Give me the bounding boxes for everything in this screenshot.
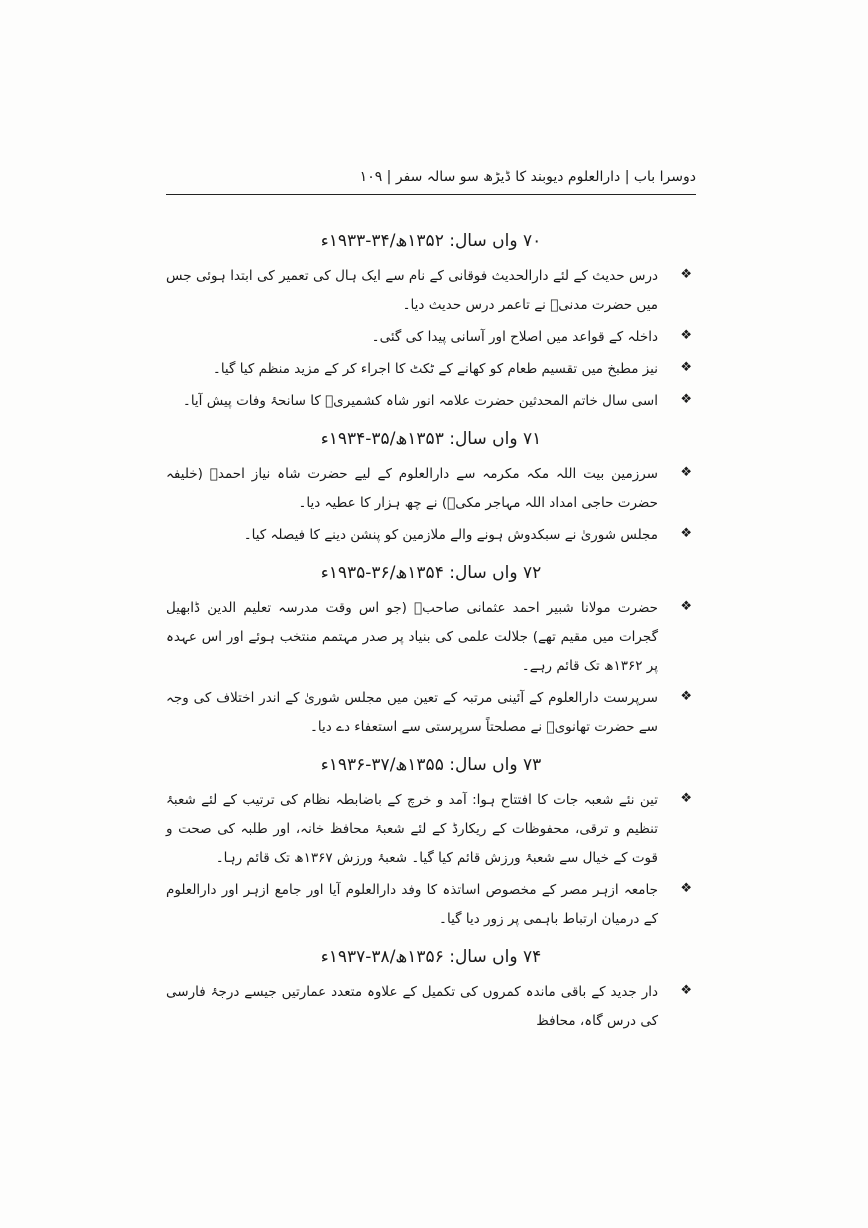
event-text: مجلس شوریٰ نے سبکدوش ہونے والے ملازمین کو پنشن دینے کا فیصلہ کیا۔: [243, 527, 658, 543]
year-section: [166, 558, 696, 742]
event-item: [166, 786, 696, 873]
diamond-bullet-icon: ❖: [680, 328, 692, 343]
diamond-bullet-icon: ❖: [680, 689, 692, 704]
page-body: [166, 226, 696, 1044]
diamond-bullet-icon: ❖: [680, 983, 692, 998]
event-text: حضرت مولانا شبیر احمد عثمانی صاحبؒ (جو اس وقت مدرسہ تعلیم الدین ڈابھیل گجرات میں مقیم تھے) جلالت علمی کی بنیاد پر صدر مہتمم منتخب ہوئے اور اس عہدہ پر ۱۳۶۲ھ تک قائم رہے۔: [166, 600, 658, 674]
diamond-bullet-icon: ❖: [680, 267, 692, 282]
event-item: [166, 323, 696, 352]
event-text: درس حدیث کے لئے دارالحدیث فوقانی کے نام سے ایک ہال کی تعمیر کی ابتدا ہوئی جس میں حضرت مدنیؒ نے تاعمر درس حدیث دیا۔: [166, 268, 658, 313]
event-text: نیز مطبخ میں تقسیم طعام کو کھانے کے ٹکٹ کا اجراء کر کے مزید منظم کیا گیا۔: [212, 361, 658, 377]
year-section: [166, 750, 696, 934]
event-text: سرزمین بیت اللہ مکہ مکرمہ سے دارالعلوم کے لیے حضرت شاہ نیاز احمدؒ (خلیفہ حضرت حاجی امداد اللہ مہاجر مکیؒ) نے چھ ہزار کا عطیہ دیا۔: [166, 466, 658, 511]
diamond-bullet-icon: ❖: [680, 526, 692, 541]
year-section: [166, 424, 696, 550]
header-rule: [166, 194, 696, 195]
event-item: [166, 876, 696, 934]
year-heading: ۷۴ واں سال: ۱۳۵۶ھ/۳۸-۱۹۳۷ء: [320, 947, 542, 967]
event-item: [166, 521, 696, 550]
diamond-bullet-icon: ❖: [680, 392, 692, 407]
event-list: [166, 978, 696, 1036]
year-heading: ۷۱ واں سال: ۱۳۵۳ھ/۳۵-۱۹۳۴ء: [320, 429, 542, 449]
diamond-bullet-icon: ❖: [680, 791, 692, 806]
diamond-bullet-icon: ❖: [680, 465, 692, 480]
year-heading: ۷۳ واں سال: ۱۳۵۵ھ/۳۷-۱۹۳۶ء: [320, 755, 542, 775]
running-header: دوسرا باب | دارالعلوم دیوبند کا ڈیڑھ سو سالہ سفر | ۱۰۹: [359, 169, 696, 185]
diamond-bullet-icon: ❖: [680, 599, 692, 614]
diamond-bullet-icon: ❖: [680, 881, 692, 896]
event-list: [166, 786, 696, 934]
event-item: [166, 978, 696, 1036]
event-text: سرپرست دارالعلوم کے آئینی مرتبہ کے تعین میں مجلس شوریٰ کے اندر اختلاف کی وجہ سے حضرت تھانویؒ نے مصلحتاً سرپرستی سے استعفاء دے دیا۔: [166, 690, 658, 735]
event-text: داخلہ کے قواعد میں اصلاح اور آسانی پیدا کی گئی۔: [371, 329, 658, 345]
event-item: [166, 460, 696, 518]
event-item: [166, 684, 696, 742]
event-item: [166, 262, 696, 320]
event-text: اسی سال خاتم المحدثین حضرت علامہ انور شاہ کشمیریؒ کا سانحۂ وفات پیش آیا۔: [182, 393, 658, 409]
event-item: [166, 355, 696, 384]
event-text: دار جدید کے باقی ماندہ کمروں کی تکمیل کے علاوہ متعدد عمارتیں جیسے درجۂ فارسی کی درس گاہ، محافظ: [166, 984, 658, 1029]
year-section: [166, 942, 696, 1036]
event-item: [166, 387, 696, 416]
event-item: [166, 594, 696, 681]
event-list: [166, 460, 696, 550]
event-list: [166, 262, 696, 416]
year-heading: ۷۰ واں سال: ۱۳۵۲ھ/۳۴-۱۹۳۳ء: [320, 231, 542, 251]
event-text: جامعہ ازہر مصر کے مخصوص اساتذہ کا وفد دارالعلوم آیا اور جامع ازہر اور دارالعلوم کے درمیان ارتباط باہمی پر زور دیا گیا۔: [166, 882, 658, 927]
diamond-bullet-icon: ❖: [680, 360, 692, 375]
event-text: تین نئے شعبہ جات کا افتتاح ہوا: آمد و خرچ کے باضابطہ نظام کی ترتیب کے لئے شعبۂ تنظیم و ترقی، محفوظات کے ریکارڈ کے لئے شعبۂ محافظ خانہ، اور طلبہ کی صحت و قوت کے خیال سے شعبۂ ورزش قائم کیا گیا۔ شعبۂ ورزش ۱۳۶۷ھ تک قائم رہا۔: [166, 792, 658, 866]
event-list: [166, 594, 696, 742]
year-heading: ۷۲ واں سال: ۱۳۵۴ھ/۳۶-۱۹۳۵ء: [320, 563, 542, 583]
year-section: [166, 226, 696, 416]
